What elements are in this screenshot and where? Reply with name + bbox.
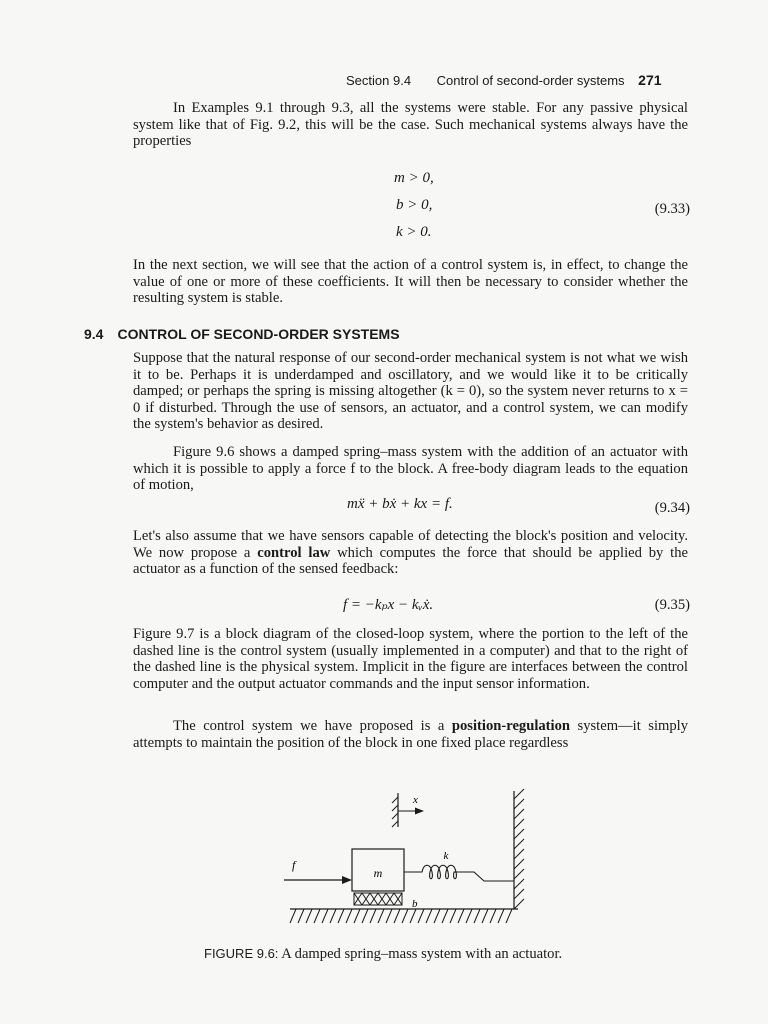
paragraph-5-text-b: which computes the force that should be applied by the actuator as a function of the sensed feedback: <box>133 544 688 577</box>
paragraph-2: In the next section, we will see that the action of a control system is, in effect, to change the value of one or more of these coefficients. It will then be necessary to consider whether the resulting system is stable. <box>133 257 688 306</box>
term-position-regulation: position-regulation <box>451 718 571 734</box>
equation-9-33-number: (9.33) <box>654 201 690 217</box>
running-header <box>346 72 662 88</box>
equation-9-34-number: (9.34) <box>654 500 690 516</box>
position-marker-hatching <box>392 797 398 827</box>
equation-9-33-line-3: k > 0. <box>396 224 432 240</box>
header-title: Control of second-order systems <box>436 73 625 88</box>
equation-9-35: f = −kₚx − kᵥẋ. <box>343 597 434 613</box>
wall-hatching <box>514 789 524 909</box>
section-heading <box>84 326 400 342</box>
damper-label: b <box>412 898 418 910</box>
paragraph-6: Figure 9.7 is a block diagram of the closed-loop system, where the portion to the left of the dashed line is the control system (usually implemented in a computer) and that to the right of the dashed line is the physical system. Implicit in the figure are interfaces between the control computer and the output actuator commands and the input sensor information. <box>133 626 688 692</box>
paragraph-5-text-a: Let's also assume that we have sensors capable of detecting the block's position and velocity. We now propose a <box>133 528 688 561</box>
figure-caption-label: FIGURE 9.6: <box>204 946 279 961</box>
term-control-law: control law <box>257 544 331 561</box>
spring-mass-figure <box>270 785 550 933</box>
damper-symbol <box>354 893 402 905</box>
equation-9-33-line-2: b > 0, <box>396 197 433 213</box>
page-number: 271 <box>638 72 662 88</box>
paragraph-1: In Examples 9.1 through 9.3, all the systems were stable. For any passive physical system like that of Fig. 9.2, this will be the case. Such mechanical systems always have the properties <box>133 100 688 149</box>
mass-label: m <box>373 866 383 880</box>
section-title: CONTROL OF SECOND-ORDER SYSTEMS <box>117 326 400 342</box>
paragraph-5 <box>133 528 688 578</box>
paragraph-7 <box>133 718 688 751</box>
figure-caption-text: A damped spring–mass system with an actuator. <box>281 946 563 962</box>
equation-9-34: mẍ + bẋ + kx = f. <box>347 496 453 512</box>
paragraph-4: Figure 9.6 shows a damped spring–mass system with the addition of an actuator with which it is possible to apply a force f to the block. A free-body diagram leads to the equation of motion, <box>133 444 688 493</box>
spring-label: k <box>443 850 449 862</box>
position-label: x <box>413 794 418 806</box>
force-arrowhead <box>342 876 352 884</box>
figure-caption <box>204 946 562 963</box>
force-label: f <box>292 858 296 872</box>
paragraph-7-text-b: system—it simply attempts to maintain the position of the block in one fixed place regardless <box>133 718 689 751</box>
paragraph-7-text-a: The control system we have proposed is a <box>173 718 452 734</box>
header-section: Section 9.4 <box>346 73 412 88</box>
section-number: 9.4 <box>84 326 104 342</box>
position-arrowhead <box>415 808 424 815</box>
paragraph-3: Suppose that the natural response of our second-order mechanical system is not what we wish it to be. Perhaps it is underdamped and oscillatory, and we would like it to be critically damped; or perhaps the spring is missing altogether (k = 0), so the system never returns to x = 0 if disturbed. Through the use of sensors, an actuator, and a control system, we can modify the system's behavior as desired. <box>133 350 688 432</box>
equation-9-33-line-1: m > 0, <box>394 170 434 186</box>
spring-symbol <box>404 865 514 881</box>
equation-9-35-number: (9.35) <box>654 597 690 613</box>
floor-hatching <box>290 909 512 923</box>
